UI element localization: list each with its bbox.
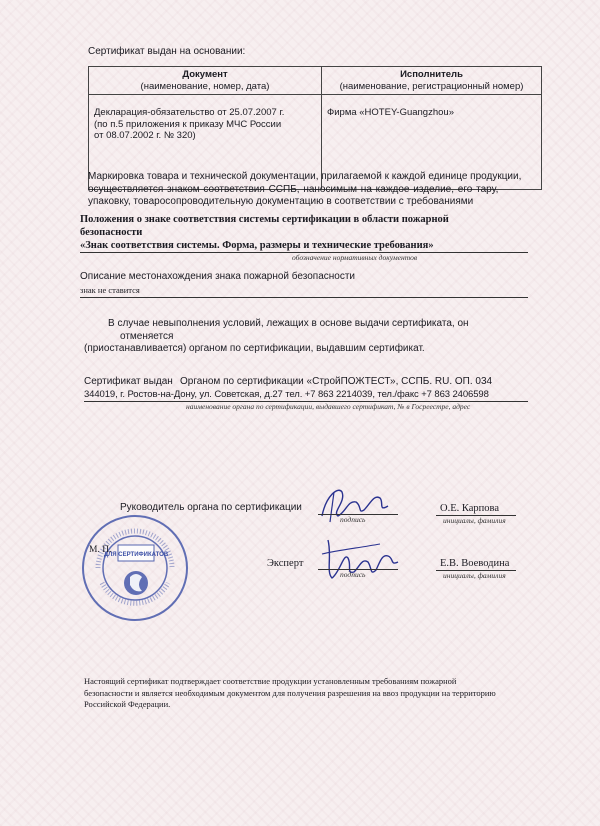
executor-column-header <box>322 67 542 95</box>
executor-column-title: Исполнитель <box>400 69 463 80</box>
location-underline <box>80 297 528 298</box>
marking-line: Маркировка товара и технической документации, прилагаемой к каждой единице продукции, <box>88 171 522 182</box>
expert-name-caption: инициалы, фамилия <box>443 571 506 580</box>
regulations-line: «Знак соответствия системы. Форма, размеры и технические требования» <box>80 240 434 251</box>
seal-label: М. П. <box>89 545 112 555</box>
marking-line: осуществляется знаком соответствия ССПБ, наносимым на каждое изделие, его тару, <box>88 183 499 195</box>
conditions-line: отменяется <box>120 331 174 342</box>
expert-name: Е.В. Воеводина <box>440 558 510 569</box>
regulations-line: Положения о знаке соответствия системы сертификации в области пожарной <box>80 214 449 225</box>
footer-line: Настоящий сертификат подтверждает соответствие продукции установленным требованиям пожарной <box>84 676 457 686</box>
issuer-name: Органом по сертификации «СтройПОЖТЕСТ», ССПБ. RU. ОП. 034 <box>180 376 493 387</box>
document-line: от 08.07.2002 г. № 320) <box>94 130 196 141</box>
regulations-line: безопасности <box>80 227 143 238</box>
head-name-caption: инициалы, фамилия <box>443 516 506 525</box>
location-value: знак не ставится <box>80 285 140 295</box>
expert-label: Эксперт <box>267 558 304 569</box>
head-label: Руководитель органа по сертификации <box>120 502 302 513</box>
footer-line: безопасности и является необходимым документом для получения разрешения на ввоз продукции на территорию <box>84 687 496 698</box>
expert-signature-caption: подпись <box>340 570 366 579</box>
executor-column-subtitle: (наименование, регистрационный номер) <box>339 80 524 92</box>
location-title: Описание местонахождения знака пожарной безопасности <box>80 271 356 282</box>
document-line: Декларация-обязательство от 25.07.2007 г. <box>94 107 285 118</box>
regulations-caption: обозначение нормативных документов <box>292 253 418 262</box>
conditions-line: (приостанавливается) органом по сертификации, выдавшим сертификат. <box>84 343 425 354</box>
head-signature-caption: подпись <box>340 515 366 524</box>
document-column-title: Документ <box>182 69 228 80</box>
executor-value: Фирма «HOTEY-Guangzhou» <box>327 107 454 118</box>
footer-statement <box>84 676 544 711</box>
document-column-header <box>89 67 322 95</box>
document-column-subtitle: (наименование, номер, дата) <box>140 80 270 92</box>
issuer-address: 344019, г. Ростов-на-Дону, ул. Советская, д.27 тел. +7 863 2214039, тел./факс +7 863 2406598 <box>84 389 489 400</box>
footer-line: Российской Федерации. <box>84 699 171 709</box>
basis-table-header-row <box>89 67 542 95</box>
document-line: (по п.5 приложения к приказу МЧС России <box>94 118 282 130</box>
certification-stamp <box>80 513 190 623</box>
marking-line: упаковку, товаросопроводительную документацию в соответствии с требованиями <box>88 196 474 207</box>
regulations-block <box>80 213 540 252</box>
stamp-text: ДЛЯ СЕРТИФИКАТОВ <box>103 552 169 558</box>
issued-on-basis-label: Сертификат выдан на основании: <box>88 46 246 57</box>
head-name: О.Е. Карпова <box>440 503 499 514</box>
issuer-label: Сертификат выдан <box>84 376 173 387</box>
marking-paragraph <box>88 171 536 209</box>
issuer-caption: наименование органа по сертификации, выдавшего сертификат, № в Госреестре, адрес <box>186 402 471 411</box>
conditions-line: В случае невыполнения условий, лежащих в основе выдачи сертификата, он <box>108 318 469 329</box>
